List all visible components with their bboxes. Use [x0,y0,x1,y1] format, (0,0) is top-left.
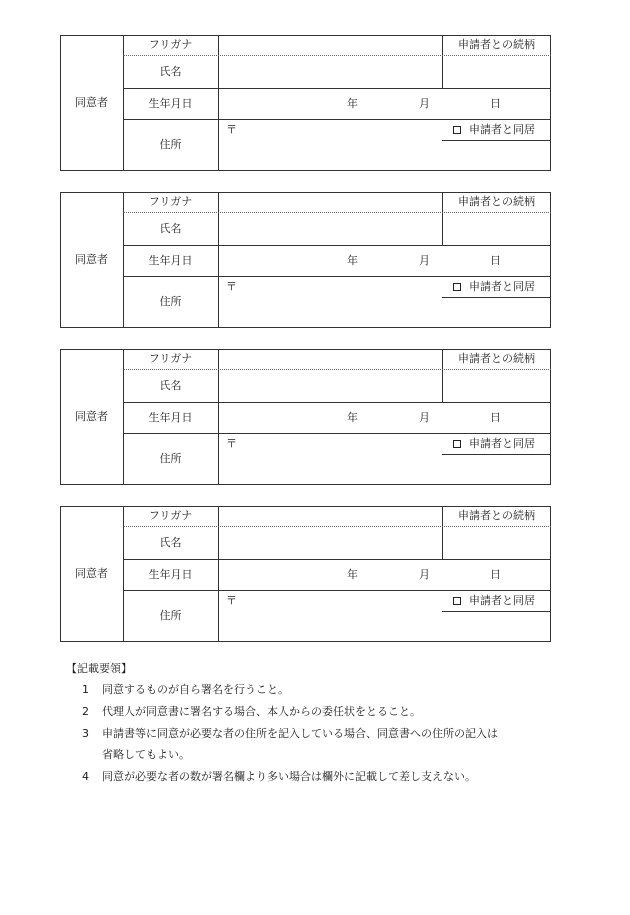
instruction-item [66,727,572,762]
instruction-text: 代理人が同意書に署名する場合、本人からの委任状をとること。 [102,705,421,718]
instructions-heading: 【記載要領】 [66,662,132,675]
birthdate-input[interactable] [219,89,550,119]
row-divider [123,433,551,434]
consenter-label: 同意者 [75,567,108,580]
checkbox-icon[interactable] [453,126,461,134]
relationship-label: 申請者との続柄 [458,38,535,51]
instruction-item [66,683,572,697]
postal-mark: 〒 [226,594,237,607]
address-input[interactable] [219,141,550,170]
row-divider [123,119,551,120]
relationship-label: 申請者との続柄 [458,352,535,365]
address-label: 住所 [159,452,182,465]
name-label: 氏名 [159,65,182,78]
year-label: 年 [347,568,358,581]
relationship-input[interactable] [443,36,550,88]
form-border-bottom [60,641,551,642]
day-label: 日 [490,568,501,581]
month-label: 月 [419,254,430,267]
birthdate-input[interactable] [219,246,550,276]
instruction-number: 1 [82,683,89,696]
row-divider [123,276,551,277]
form-border-bottom [60,170,551,171]
year-label: 年 [347,411,358,424]
consent-form [60,506,551,642]
month-label: 月 [419,97,430,110]
birthdate-label: 生年月日 [148,254,193,267]
checkbox-icon[interactable] [453,283,461,291]
checkbox-icon[interactable] [453,597,461,605]
consenter-label: 同意者 [75,96,108,109]
address-label: 住所 [159,138,182,151]
instruction-text-continued: 省略してもよい。 [102,748,190,761]
birthdate-input[interactable] [219,560,550,590]
relationship-input[interactable] [443,507,550,559]
same-residence-option[interactable] [453,123,535,137]
birthdate-input[interactable] [219,403,550,433]
furigana-input[interactable] [219,36,442,55]
same-residence-label: 申請者と同居 [469,123,535,136]
day-label: 日 [490,254,501,267]
address-input[interactable] [219,298,550,327]
name-label: 氏名 [159,222,182,235]
row-divider [123,590,551,591]
instruction-number: 2 [82,705,89,718]
year-label: 年 [347,97,358,110]
month-label: 月 [419,411,430,424]
relationship-input[interactable] [443,350,550,402]
same-residence-option[interactable] [453,437,535,451]
furigana-input[interactable] [219,193,442,212]
same-residence-option[interactable] [453,280,535,294]
form-border-bottom [60,327,551,328]
year-label: 年 [347,254,358,267]
same-residence-label: 申請者と同居 [469,594,535,607]
address-label: 住所 [159,295,182,308]
name-input[interactable] [219,370,442,402]
instruction-number: 4 [82,770,89,783]
instruction-text: 同意が必要な者の数が署名欄より多い場合は欄外に記載して差し支えない。 [102,770,476,783]
relationship-label: 申請者との続柄 [458,195,535,208]
name-label: 氏名 [159,379,182,392]
same-residence-label: 申請者と同居 [469,280,535,293]
instruction-text: 同意するものが自ら署名を行うこと。 [102,683,289,696]
birthdate-label: 生年月日 [148,411,193,424]
furigana-label: フリガナ [148,195,193,208]
day-label: 日 [490,97,501,110]
consent-form [60,35,551,171]
address-input[interactable] [219,612,550,641]
consenter-label: 同意者 [75,253,108,266]
furigana-input[interactable] [219,350,442,369]
consent-form [60,192,551,328]
checkbox-icon[interactable] [453,440,461,448]
birthdate-label: 生年月日 [148,568,193,581]
postal-mark: 〒 [226,437,237,450]
birthdate-label: 生年月日 [148,97,193,110]
same-residence-label: 申請者と同居 [469,437,535,450]
month-label: 月 [419,568,430,581]
consent-form [60,349,551,485]
day-label: 日 [490,411,501,424]
name-input[interactable] [219,56,442,88]
same-residence-option[interactable] [453,594,535,608]
instructions-section [66,662,572,792]
address-input[interactable] [219,455,550,484]
name-input[interactable] [219,213,442,245]
furigana-label: フリガナ [148,509,193,522]
furigana-input[interactable] [219,507,442,526]
name-label: 氏名 [159,536,182,549]
postal-mark: 〒 [226,123,237,136]
instruction-item [66,705,572,719]
instruction-item [66,770,572,784]
postal-mark: 〒 [226,280,237,293]
instruction-number: 3 [82,727,89,740]
instruction-text: 申請書等に同意が必要な者の住所を記入している場合、同意書への住所の記入は [102,727,498,740]
name-input[interactable] [219,527,442,559]
address-label: 住所 [159,609,182,622]
furigana-label: フリガナ [148,38,193,51]
consenter-label: 同意者 [75,410,108,423]
relationship-input[interactable] [443,193,550,245]
furigana-label: フリガナ [148,352,193,365]
form-border-bottom [60,484,551,485]
relationship-label: 申請者との続柄 [458,509,535,522]
